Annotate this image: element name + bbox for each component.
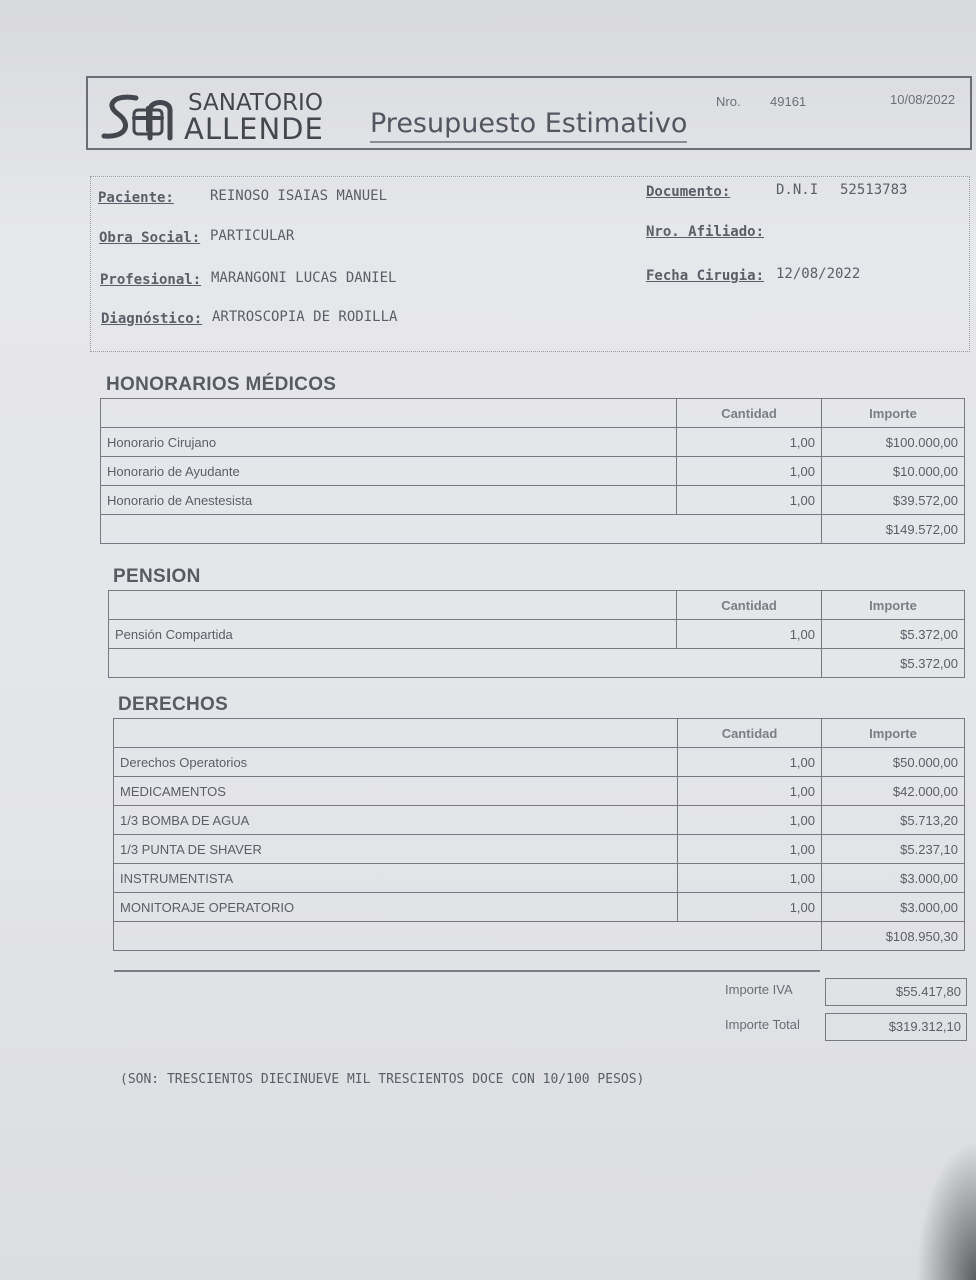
profesional-value: MARANGONI LUCAS DANIEL: [211, 270, 397, 286]
row-amount: $39.572,00: [822, 486, 965, 515]
pension-title: PENSION: [113, 566, 201, 587]
row-amount: $5.713,20: [822, 806, 965, 835]
row-description: 1/3 BOMBA DE AGUA: [114, 806, 678, 835]
row-amount: $10.000,00: [822, 457, 965, 486]
paciente-value: REINOSO ISAIAS MANUEL: [210, 188, 388, 204]
fecha-cirugia-label: Fecha Cirugia:: [646, 268, 765, 284]
table-row: [101, 428, 965, 457]
honorarios-table: [100, 398, 965, 544]
row-quantity: 1,00: [678, 835, 822, 864]
subtotal-empty: [109, 649, 822, 678]
row-quantity: 1,00: [678, 806, 822, 835]
documento-label: Documento:: [646, 184, 731, 200]
total-label: Importe Total: [725, 1017, 800, 1032]
row-quantity: 1,00: [678, 893, 822, 922]
row-quantity: 1,00: [677, 486, 822, 515]
documento-value: 52513783: [840, 182, 908, 198]
row-amount: $3.000,00: [822, 864, 965, 893]
subtotal-row: [101, 515, 965, 544]
subtotal-empty: [114, 922, 822, 951]
table-row: [101, 486, 965, 515]
header-empty: [109, 591, 677, 620]
row-description: MEDICAMENTOS: [114, 777, 678, 806]
header-importe: Importe: [822, 719, 965, 748]
nro-label: Nro.: [716, 94, 741, 109]
header-date: 10/08/2022: [890, 92, 956, 107]
amount-in-words: (SON: TRESCIENTOS DIECINUEVE MIL TRESCIENTOS DOCE CON 10/100 PESOS): [120, 1072, 645, 1087]
obra-social-value: PARTICULAR: [210, 228, 295, 244]
row-description: 1/3 PUNTA DE SHAVER: [114, 835, 678, 864]
row-quantity: 1,00: [678, 864, 822, 893]
table-row: [114, 835, 965, 864]
header-importe: Importe: [822, 591, 965, 620]
iva-label: Importe IVA: [725, 982, 793, 997]
row-description: Pensión Compartida: [109, 620, 677, 649]
table-header-row: [109, 591, 965, 620]
row-amount: $42.000,00: [822, 777, 965, 806]
photo-shadow: [916, 1140, 976, 1280]
afiliado-label: Nro. Afiliado:: [646, 224, 765, 240]
table-row: [114, 893, 965, 922]
pension-table: [108, 590, 965, 678]
subtotal-amount: $149.572,00: [822, 515, 965, 544]
table-row: [114, 777, 965, 806]
row-quantity: 1,00: [677, 428, 822, 457]
row-amount: $5.237,10: [822, 835, 965, 864]
nro-value: 49161: [770, 94, 807, 109]
header-cantidad: Cantidad: [677, 591, 822, 620]
logo-text-line1: SANATORIO: [188, 90, 323, 116]
row-amount: $3.000,00: [822, 893, 965, 922]
header-cantidad: Cantidad: [677, 399, 822, 428]
row-description: INSTRUMENTISTA: [114, 864, 678, 893]
profesional-label: Profesional:: [100, 272, 202, 288]
row-description: Honorario de Anestesista: [101, 486, 677, 515]
total-value: $319.312,10: [825, 1013, 967, 1041]
table-row: [109, 620, 965, 649]
header-empty: [101, 399, 677, 428]
table-row: [114, 806, 965, 835]
diagnostico-label: Diagnóstico:: [101, 311, 203, 327]
honorarios-title: HONORARIOS MÉDICOS: [106, 374, 337, 395]
logo-text-line2: ALLENDE: [184, 112, 324, 146]
row-quantity: 1,00: [678, 748, 822, 777]
table-header-row: [114, 719, 965, 748]
fecha-cirugia-value: 12/08/2022: [776, 266, 861, 282]
subtotal-amount: $5.372,00: [822, 649, 965, 678]
table-row: [114, 748, 965, 777]
row-quantity: 1,00: [678, 777, 822, 806]
derechos-table: [113, 718, 965, 951]
derechos-title: DERECHOS: [118, 694, 229, 715]
documento-type: D.N.I: [776, 182, 819, 198]
row-quantity: 1,00: [677, 620, 822, 649]
subtotal-amount: $108.950,30: [822, 922, 965, 951]
row-amount: $50.000,00: [822, 748, 965, 777]
subtotal-row: [114, 922, 965, 951]
diagnostico-value: ARTROSCOPIA DE RODILLA: [212, 309, 398, 325]
header-cantidad: Cantidad: [678, 719, 822, 748]
iva-value: $55.417,80: [825, 978, 967, 1006]
subtotal-row: [109, 649, 965, 678]
row-description: MONITORAJE OPERATORIO: [114, 893, 678, 922]
row-amount: $100.000,00: [822, 428, 965, 457]
divider-line: [114, 970, 820, 972]
header-empty: [114, 719, 678, 748]
row-description: Derechos Operatorios: [114, 748, 678, 777]
row-amount: $5.372,00: [822, 620, 965, 649]
table-row: [114, 864, 965, 893]
table-row: [101, 457, 965, 486]
table-header-row: [101, 399, 965, 428]
document-title: Presupuesto Estimativo: [370, 108, 687, 143]
obra-social-label: Obra Social:: [99, 230, 201, 246]
subtotal-empty: [101, 515, 822, 544]
row-quantity: 1,00: [677, 457, 822, 486]
row-description: Honorario de Ayudante: [101, 457, 677, 486]
header-importe: Importe: [822, 399, 965, 428]
row-description: Honorario Cirujano: [101, 428, 677, 457]
paciente-label: Paciente:: [98, 190, 174, 206]
